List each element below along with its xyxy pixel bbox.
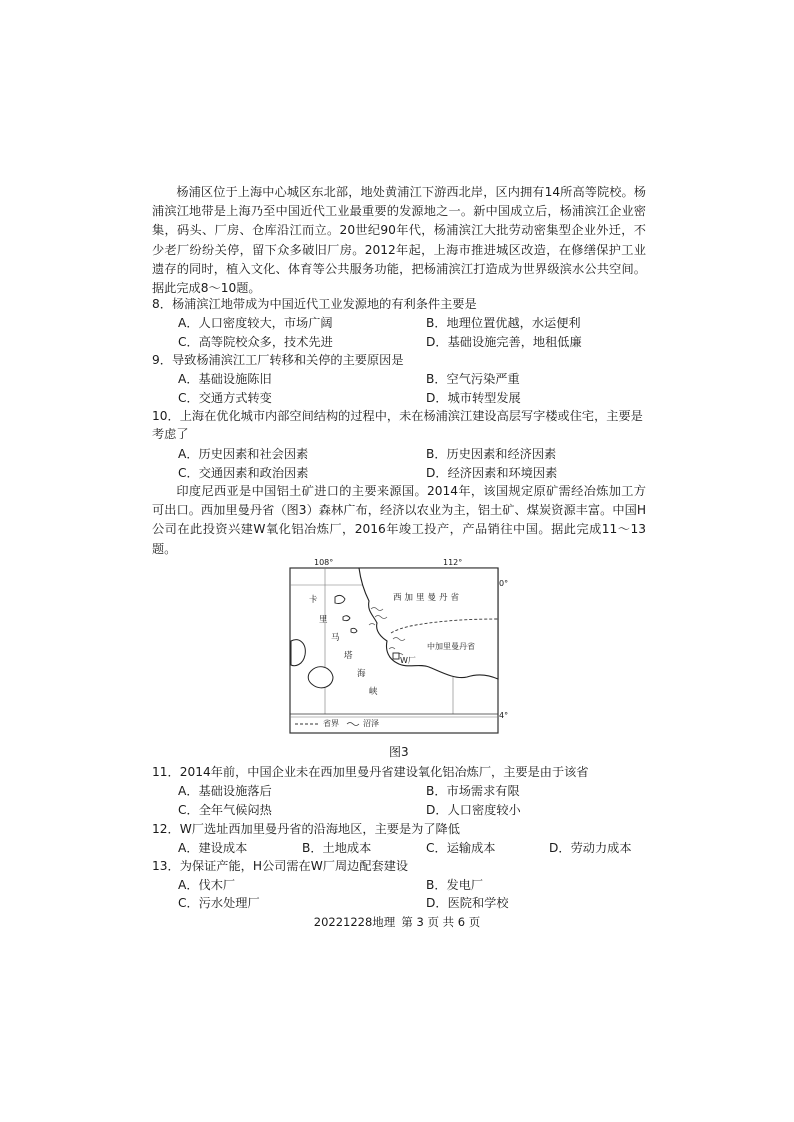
footer-code: 20221228地理 [313,915,396,929]
question-number: 13． [152,859,180,873]
factory-marker [393,653,399,659]
option-a[interactable]: A．基础设施落后 [178,784,272,798]
option-d[interactable]: D．劳动力成本 [549,841,632,855]
option-d[interactable]: D．医院和学校 [426,896,509,910]
lat-label-0: 0° [499,579,509,588]
legend-swamp-label: 沼泽 [363,719,379,728]
option-d[interactable]: D．城市转型发展 [426,391,521,405]
figure-caption: 图3 [389,745,409,759]
label-west-kalimantan: 西加里曼丹省 [393,593,463,603]
strait-char: 塔 [344,651,353,661]
question-9 [152,351,404,369]
option-c[interactable]: C．运输成本 [426,841,496,855]
island [335,595,345,603]
option-a[interactable]: A．历史因素和社会因素 [178,447,309,461]
question-number: 10． [152,409,180,423]
question-stem: 2014年前，中国企业未在西加里曼丹省建设氧化铝冶炼厂，主要是由于该省 [179,765,589,779]
question-8 [152,295,477,313]
option-d[interactable]: D．经济因素和环境因素 [426,466,558,480]
option-b[interactable]: B．空气污染严重 [426,372,520,386]
lon-label-112: 112° [443,558,463,567]
strait-char: 海 [357,669,366,679]
label-central-kalimantan: 中加里曼丹省 [427,642,475,651]
option-a[interactable]: A．基础设施陈旧 [178,372,272,386]
page-footer [0,914,794,930]
option-b[interactable]: B．历史因素和经济因素 [426,447,557,461]
belitung-island [308,667,333,688]
option-a[interactable]: A．伐木厂 [178,878,236,892]
strait-char: 峡 [369,687,378,697]
lat-label-4: 4° [499,711,509,720]
legend-boundary-label: 省界 [323,719,339,728]
option-b[interactable]: B．发电厂 [426,878,484,892]
option-a[interactable]: A．建设成本 [178,841,248,855]
option-c[interactable]: C．污水处理厂 [178,896,260,910]
strait-char: 马 [331,633,340,643]
option-c[interactable]: C．高等院校众多，技术先进 [178,335,333,349]
island [343,616,350,621]
question-number: 8． [152,297,172,311]
lon-label-108: 108° [314,558,334,567]
figure-3-map [289,558,509,734]
question-stem: 为保证产能，H公司需在W厂周边配套建设 [179,859,409,873]
question-stem: 导致杨浦滨江工厂转移和关停的主要原因是 [171,353,404,367]
question-12 [152,820,460,838]
question-11 [152,763,589,781]
question-10 [152,407,646,443]
question-stem: W厂选址西加里曼丹省的沿海地区，主要是为了降低 [179,822,460,836]
option-c[interactable]: C．交通因素和政治因素 [178,466,309,480]
question-13 [152,857,408,875]
option-c[interactable]: C．全年气候闷热 [178,803,272,817]
question-stem: 杨浦滨江地带成为中国近代工业发源地的有利条件主要是 [171,297,477,311]
option-b[interactable]: B．市场需求有限 [426,784,520,798]
option-d[interactable]: D．基础设施完善，地租低廉 [426,335,582,349]
option-d[interactable]: D．人口密度较小 [426,803,521,817]
strait-char: 里 [319,615,328,625]
question-stem: 上海在优化城市内部空间结构的过程中，未在杨浦滨江建设高层写字楼或住宅，主要是考虑了 [152,409,643,441]
strait-char: 卡 [309,595,318,605]
question-number: 12． [152,822,180,836]
option-b[interactable]: B．土地成本 [302,841,372,855]
passage-yangpu: 杨浦区位于上海中心城区东北部，地处黄浦江下游西北岸，区内拥有14所高等院校。杨浦滨江地带是上海乃至中国近代工业最重要的发源地之一。新中国成立后，杨浦滨江企业密集，码头、厂房、仓库沿江而立。20世纪90年代，杨浦滨江大批劳动密集型企业外迁，不少老厂纷纷关停，留下众多破旧厂房。2012年起，上海市推进城区改造，在修缮保护工业遗存的同时，植入文化、体育等公共服务功能，把杨浦滨江打造成为世界级滨水公共空间。据此完成8～10题。 [152,185,646,296]
option-b[interactable]: B．地理位置优越，水运便利 [426,316,581,330]
passage-indonesia: 印度尼西亚是中国铝土矿进口的主要来源国。2014年，该国规定原矿需经冶炼加工方可出口。西加里曼丹省（图3）森林广布，经济以农业为主，铝土矿、煤炭资源丰富。中国H公司在此投资兴建W氧化铝冶炼厂，2016年竣工投产，产品销往中国。据此完成11～13题。 [152,484,646,556]
label-w-factory: W厂 [400,656,416,665]
option-a[interactable]: A．人口密度较大，市场广阔 [178,316,333,330]
question-number: 9． [152,353,172,367]
option-c[interactable]: C．交通方式转变 [178,391,272,405]
island [351,628,357,632]
footer-page: 第 3 页 共 6 页 [401,915,481,929]
question-number: 11． [152,765,180,779]
